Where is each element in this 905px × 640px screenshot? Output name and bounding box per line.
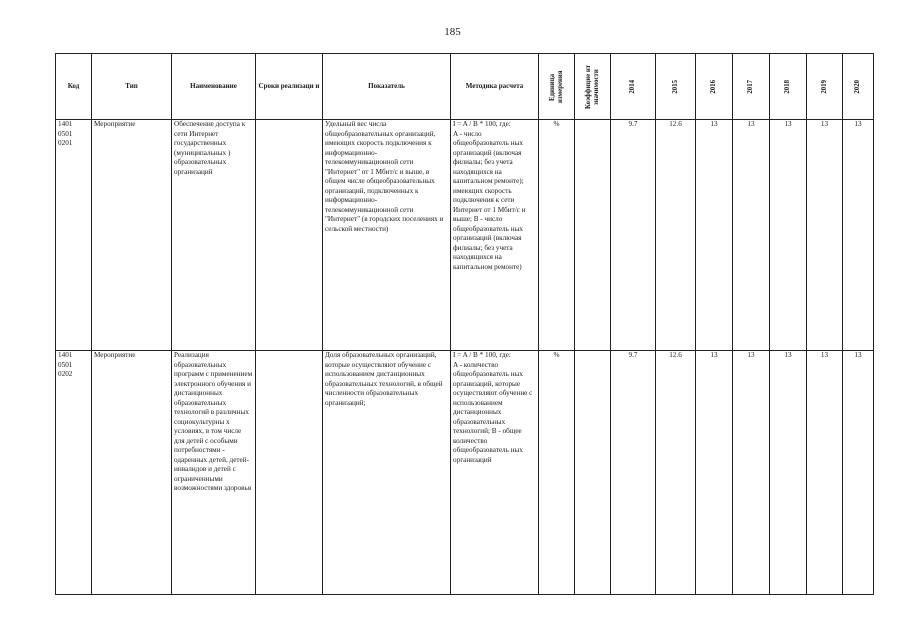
row-terms — [256, 120, 323, 351]
header-year-2016: 2016 — [710, 79, 718, 94]
header-year-2016-cell — [696, 54, 733, 120]
header-coef-cell — [575, 54, 611, 120]
header-name: Наименование — [172, 54, 256, 120]
header-method: Методика расчета — [451, 54, 539, 120]
table-row — [56, 351, 874, 595]
header-code: Код — [56, 54, 92, 120]
row-terms — [256, 351, 323, 595]
row-value-2015: 12.6 — [656, 120, 696, 351]
row-value-2018: 13 — [770, 120, 807, 351]
row-method: I = A / B * 100, где: A - число общеобразователь ных организаций (включая филиалы; без учета находящихся на капитальном ремонте); имеющих скорость подключения к сети Интернет от 1 Мбит/с и выше; B - число общеобразователь ных организаций (включая филиалы; без учета находящихся на капитальном ремонте) — [451, 120, 539, 351]
indicators-table — [55, 53, 874, 595]
row-indicator: Удельный вес числа общеобразовательных организаций, имеющих скорость подключения к информационно-телекоммуникационной сети "Интернет" от 1 Мбит/с и выше, в общем числе общеобразовательных организаций, подключенных к информационно-телекоммуникационной сети "Интернет" (в городских поселениях и сельской местности) — [323, 120, 451, 351]
row-name: Реализация образовательных программ с применением электронного обучения и дистанционных образовательных технологий в различных социокультурны х условиях, в том числе для детей с особыми потребностями - одаренных детей, детей-инвалидов и детей с ограниченными возможностями здоровья — [172, 351, 256, 595]
header-year-2019-cell — [807, 54, 843, 120]
row-method: I = A / B * 100, где: A - количество общеобразователь ных организаций, которые осуществляют обучение с использованием дистанционных образовательных технологий; B - общее количество общеобразователь ных организаций — [451, 351, 539, 595]
table-row — [56, 120, 874, 351]
header-year-2019: 2019 — [820, 79, 828, 94]
header-year-2015: 2015 — [671, 79, 679, 94]
row-value-2017: 13 — [733, 120, 770, 351]
row-coef — [575, 120, 611, 351]
header-unit: Единица измерения — [548, 70, 564, 103]
header-year-2017-cell — [733, 54, 770, 120]
header-year-2020-cell — [843, 54, 874, 120]
row-value-2014: 9.7 — [611, 120, 656, 351]
header-coef: Коэффицие нт значимости — [584, 64, 600, 109]
page-number: 185 — [444, 26, 461, 38]
row-coef — [575, 351, 611, 595]
header-year-2020: 2020 — [854, 79, 862, 94]
row-unit: % — [539, 351, 575, 595]
row-value-2019: 13 — [807, 120, 843, 351]
header-terms: Сроки реализаци и — [256, 54, 323, 120]
row-type: Мероприятие — [92, 120, 172, 351]
row-indicator: Доля образовательных организаций, которые осуществляют обучение с использованием дистанционных образовательных технологий, в общей численности образовательных организаций; — [323, 351, 451, 595]
header-row — [56, 54, 874, 120]
row-value-2015: 12.6 — [656, 351, 696, 595]
header-unit-cell — [539, 54, 575, 120]
header-indicator: Показатель — [323, 54, 451, 120]
header-year-2014-cell — [611, 54, 656, 120]
header-year-2018: 2018 — [784, 79, 792, 94]
row-value-2020: 13 — [843, 120, 874, 351]
row-value-2014: 9.7 — [611, 351, 656, 595]
row-code: 1401 0501 0202 — [56, 351, 92, 595]
header-year-2015-cell — [656, 54, 696, 120]
row-unit: % — [539, 120, 575, 351]
row-name: Обеспечение доступа к сети Интернет государственных (муниципальных ) образовательных организаций — [172, 120, 256, 351]
row-value-2018: 13 — [770, 351, 807, 595]
row-code: 1401 0501 0201 — [56, 120, 92, 351]
row-value-2019: 13 — [807, 351, 843, 595]
header-year-2014: 2014 — [629, 79, 637, 94]
header-year-2017: 2017 — [747, 79, 755, 94]
header-type: Тип — [92, 54, 172, 120]
row-value-2016: 13 — [696, 351, 733, 595]
row-type: Мероприятие — [92, 351, 172, 595]
header-year-2018-cell — [770, 54, 807, 120]
row-value-2017: 13 — [733, 351, 770, 595]
row-value-2020: 13 — [843, 351, 874, 595]
row-value-2016: 13 — [696, 120, 733, 351]
